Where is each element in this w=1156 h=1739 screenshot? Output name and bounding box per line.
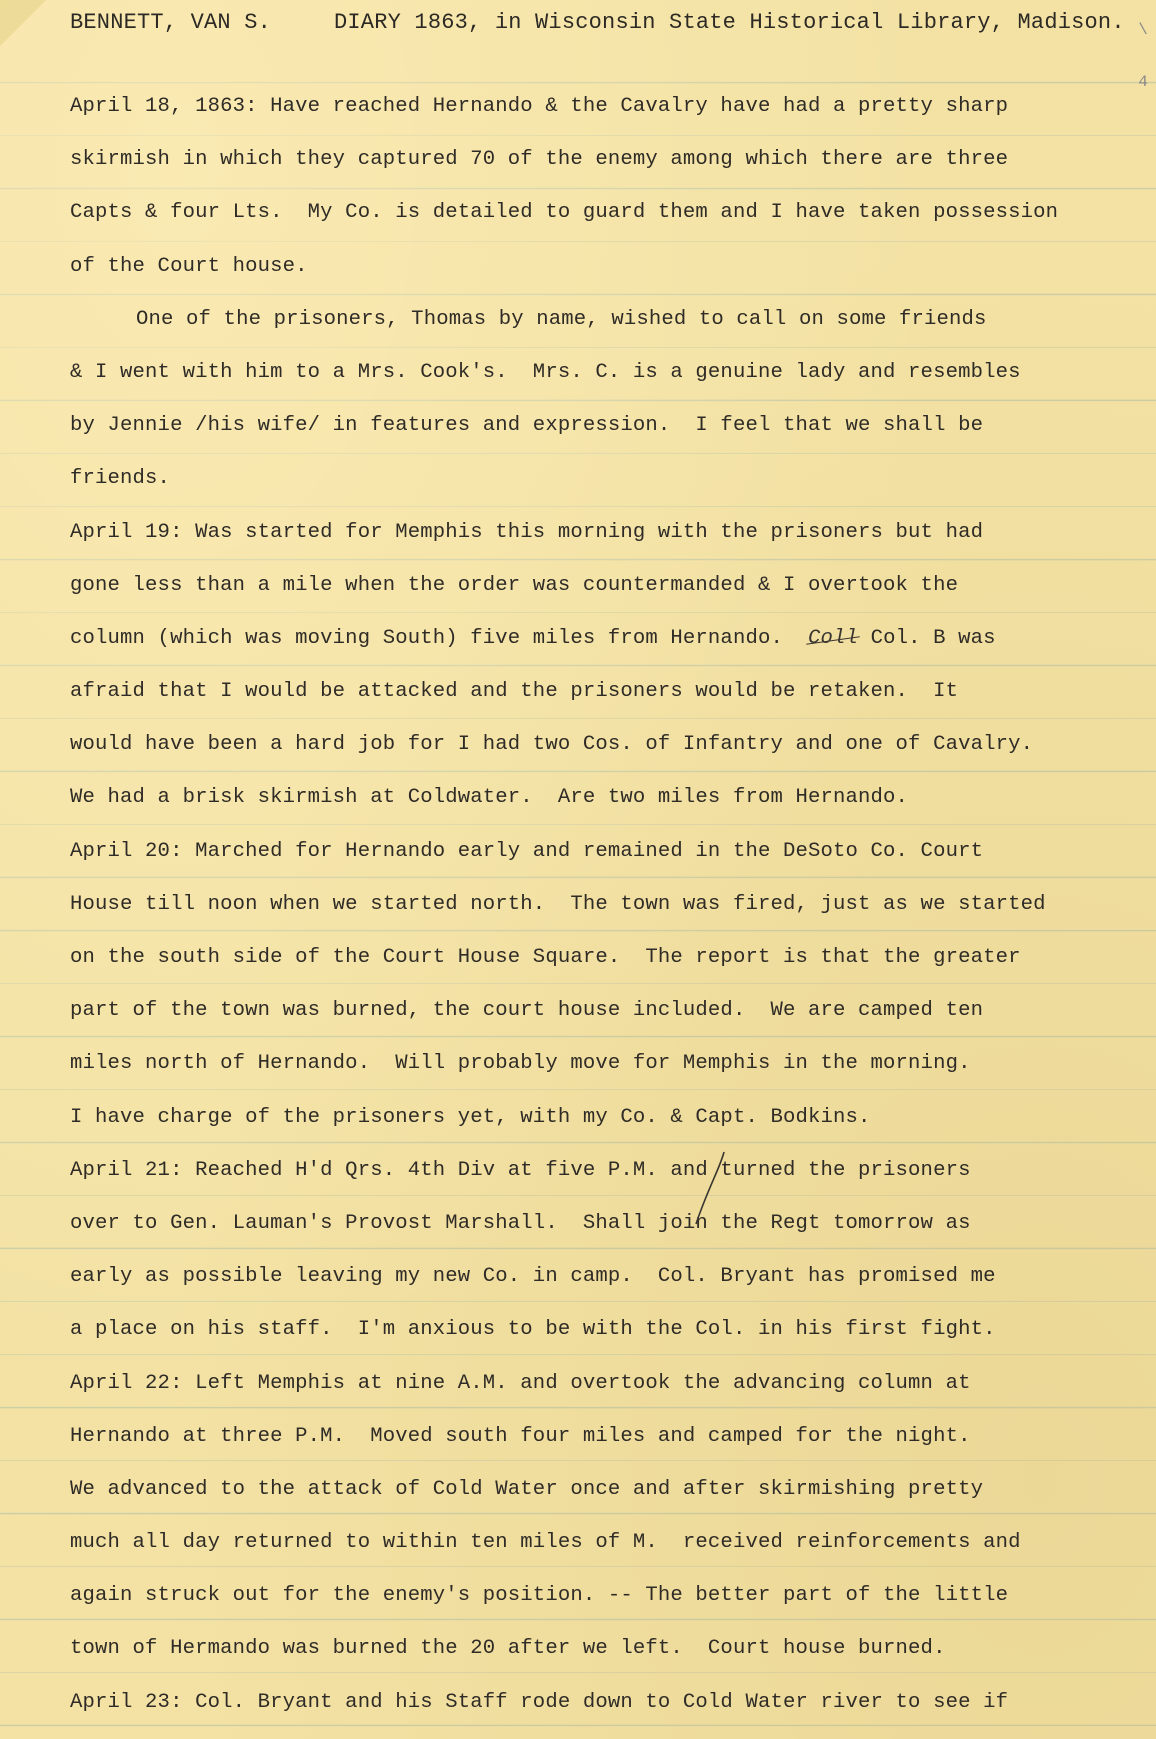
struck-out-text: Coll <box>808 612 858 665</box>
text-segment: column (which was moving South) five miles from Hernando. <box>70 626 783 650</box>
text-line: town of Hermando was burned the 20 after we left. Court house burned. <box>70 1637 946 1661</box>
text-line: of the Court house. <box>70 254 308 278</box>
text-line: on the south side of the Court House Square. The report is that the greater <box>70 946 1021 969</box>
text-line: Hernando at three P.M. Moved south four miles and camped for the night. <box>70 1424 971 1448</box>
text-line: April 19: Was started for Memphis this morning with the prisoners but had <box>70 520 984 544</box>
text-segment: Col. B was <box>858 626 996 650</box>
text-line <box>70 612 1140 665</box>
text-line: House till noon when we started north. The town was fired, just as we started <box>70 892 1046 916</box>
text-line: a place on his staff. I'm anxious to be with the Col. in his first fight. <box>70 1318 996 1342</box>
text-line: miles north of Hernando. Will probably move for Memphis in the morning. <box>70 1052 971 1076</box>
text-line: much all day returned to within ten miles of M. received reinforcements and <box>70 1531 1021 1555</box>
header-author: BENNETT, VAN S. <box>70 10 272 35</box>
text-line: April 18, 1863: Have reached Hernando & the Cavalry have had a pretty sharp <box>70 95 1009 118</box>
text-line: by Jennie /his wife/ in features and expression. I feel that we shall be <box>70 414 984 438</box>
header-title: DIARY 1863, in Wisconsin State Historical Library, Madison. <box>334 10 1125 35</box>
text-line: We advanced to the attack of Cold Water once and after skirmishing pretty <box>70 1477 984 1501</box>
text-line: & I went with him to a Mrs. Cook's. Mrs. C. is a genuine lady and resembles <box>70 360 1021 384</box>
text-line: One of the prisoners, Thomas by name, wished to call on some friends <box>136 307 987 331</box>
diary-body <box>70 80 1140 1729</box>
text-line: April 22: Left Memphis at nine A.M. and overtook the advancing column at <box>70 1371 971 1395</box>
text-line: gone less than a mile when the order was countermanded & I overtook the <box>70 573 959 597</box>
margin-mark: 4 <box>1138 73 1148 91</box>
text-line: April 23: Col. Bryant and his Staff rode down to Cold Water river to see if <box>70 1690 1009 1714</box>
margin-mark: \ <box>1138 21 1148 39</box>
text-line: Capts & four Lts. My Co. is detailed to guard them and I have taken possession <box>70 201 1059 225</box>
text-line: skirmish in which they captured 70 of the enemy among which there are three <box>70 148 1009 172</box>
text-line: would have been a hard job for I had two Cos. of Infantry and one of Cavalry. <box>70 733 1034 757</box>
text-line: early as possible leaving my new Co. in camp. Col. Bryant has promised me <box>70 1265 996 1289</box>
text-line: We had a brisk skirmish at Coldwater. Are two miles from Hernando. <box>70 786 909 810</box>
text-line: friends. <box>70 467 171 491</box>
text-line: afraid that I would be attacked and the prisoners would be retaken. It <box>70 680 959 704</box>
text-line: again struck out for the enemy's position. -- The better part of the little <box>70 1584 1009 1608</box>
text-line: April 20: Marched for Hernando early and remained in the DeSoto Co. Court <box>70 839 984 863</box>
page-header <box>70 10 1130 35</box>
folded-corner <box>0 0 46 46</box>
text-line: April 21: Reached H'd Qrs. 4th Div at five P.M. and turned the prisoners <box>70 1158 971 1182</box>
text-line: part of the town was burned, the court house included. We are camped ten <box>70 999 984 1023</box>
text-line: I have charge of the prisoners yet, with my Co. & Capt. Bodkins. <box>70 1105 871 1129</box>
text-line: over to Gen. Lauman's Provost Marshall. Shall join the Regt tomorrow as <box>70 1211 971 1235</box>
